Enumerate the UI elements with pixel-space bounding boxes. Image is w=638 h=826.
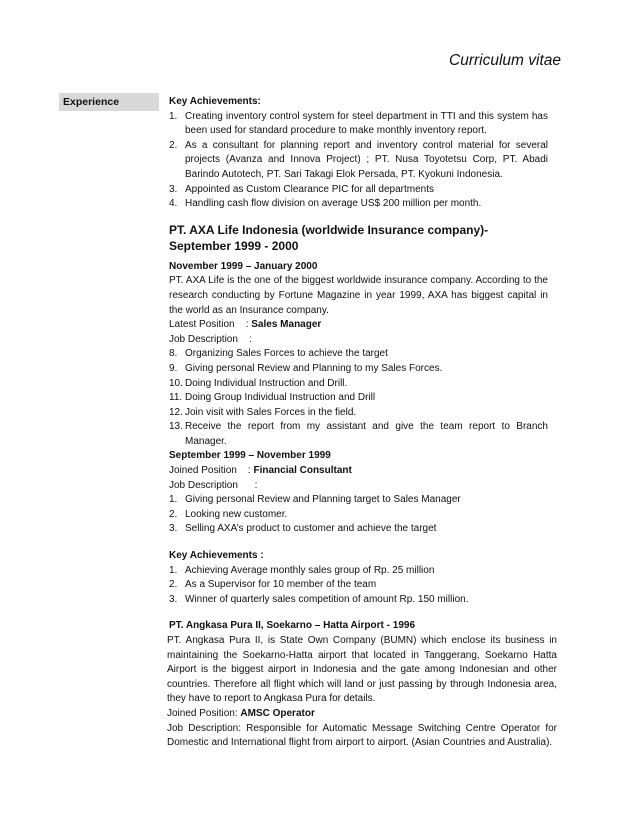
axa-duties-list-1	[169, 347, 548, 449]
angkasa-heading: PT. Angkasa Pura II, Soekarno – Hatta Airport - 1996	[169, 620, 416, 632]
axa-period-heading: September 1999 - 2000	[169, 238, 299, 253]
experience-content	[167, 95, 557, 751]
list-item: 3. Selling AXA’s product to customer and achieve the target	[169, 523, 437, 535]
list-item: 12. Join visit with Sales Forces in the field.	[169, 406, 357, 418]
axa-achievements-list	[169, 564, 548, 608]
section-label-experience: Experience	[59, 93, 159, 111]
axa-role2-period: September 1999 – November 1999	[169, 450, 331, 462]
list-item: 1. Creating inventory control system for steel department in TTI and this system has been used for standard procedure to make monthly inventory report.	[169, 110, 548, 137]
axa-intro: PT. AXA Life is the one of the biggest worldwide insurance company. According to the research conducting by Fortune Magazine in year 1999, AXA has biggest capital in the world as an Insurance company.	[169, 275, 548, 316]
angkasa-job-description: Job Description: Responsible for Automatic Message Switching Centre Operator for Domestic and International flight from airport to airport. (Asian Countries and Australia).	[167, 722, 557, 749]
axa-achievements-heading: Key Achievements :	[169, 550, 264, 562]
axa-latest-position: Latest Position : Sales Manager	[169, 319, 322, 331]
list-item: 2. As a consultant for planning report and inventory control material for several projects (Avanza and Innova Project) ; PT. Nusa Toyotetsu Corp, PT. Abadi Barindo Autotech, PT. Sari Takagi Elok Persada, PT. Kyokuni Indonesia.	[169, 139, 548, 180]
list-item: 13. Receive the report from my assistant and give the team report to Branch Manager.	[169, 421, 548, 447]
axa-job-desc-label-2: Job Description :	[169, 479, 258, 491]
axa-company-heading: PT. AXA Life Indonesia (worldwide Insurance company)-	[169, 222, 489, 237]
key-achievements-heading: Key Achievements:	[169, 96, 261, 107]
list-item: 3. Winner of quarterly sales competition of amount Rp. 150 million.	[169, 593, 469, 605]
angkasa-joined-position: Joined Position: AMSC Operator	[167, 707, 315, 719]
list-item: 8. Organizing Sales Forces to achieve the target	[169, 348, 388, 360]
list-item: 10. Doing Individual Instruction and Drill.	[169, 377, 348, 389]
list-item: 4. Handling cash flow division on average US$ 200 million per month.	[169, 198, 482, 210]
list-item: 2. Looking new customer.	[169, 508, 288, 520]
axa-joined-position: Joined Position : Financial Consultant	[169, 465, 352, 477]
list-item: 1. Giving personal Review and Planning target to Sales Manager	[169, 494, 461, 506]
document-title: Curriculum vitae	[449, 52, 561, 69]
axa-duties-list-2	[169, 493, 548, 537]
key-achievements-list	[169, 110, 548, 212]
list-item: 2. As a Supervisor for 10 member of the team	[169, 579, 377, 591]
list-item: 11. Doing Group Individual Instruction and Drill	[169, 392, 376, 404]
list-item: 1. Achieving Average monthly sales group of Rp. 25 million	[169, 564, 435, 576]
list-item: 9. Giving personal Review and Planning to my Sales Forces.	[169, 362, 443, 374]
axa-job-desc-label: Job Description :	[169, 333, 252, 345]
angkasa-intro: PT. Angkasa Pura II, is State Own Company (BUMN) which enclose its business in maintaining the Soekarno-Hatta airport that located in Tanggerang, Soekarno Hatta Airport is the biggest airport in Indonesia and the gate among Indonesian and other countries. Therefore all flight which will land or just passing by through Indonesia area, they have to report to Angkasa Pura for details.	[167, 635, 557, 705]
axa-role1-period: November 1999 – January 2000	[169, 260, 318, 272]
list-item: 3. Appointed as Custom Clearance PIC for all departments	[169, 183, 435, 195]
